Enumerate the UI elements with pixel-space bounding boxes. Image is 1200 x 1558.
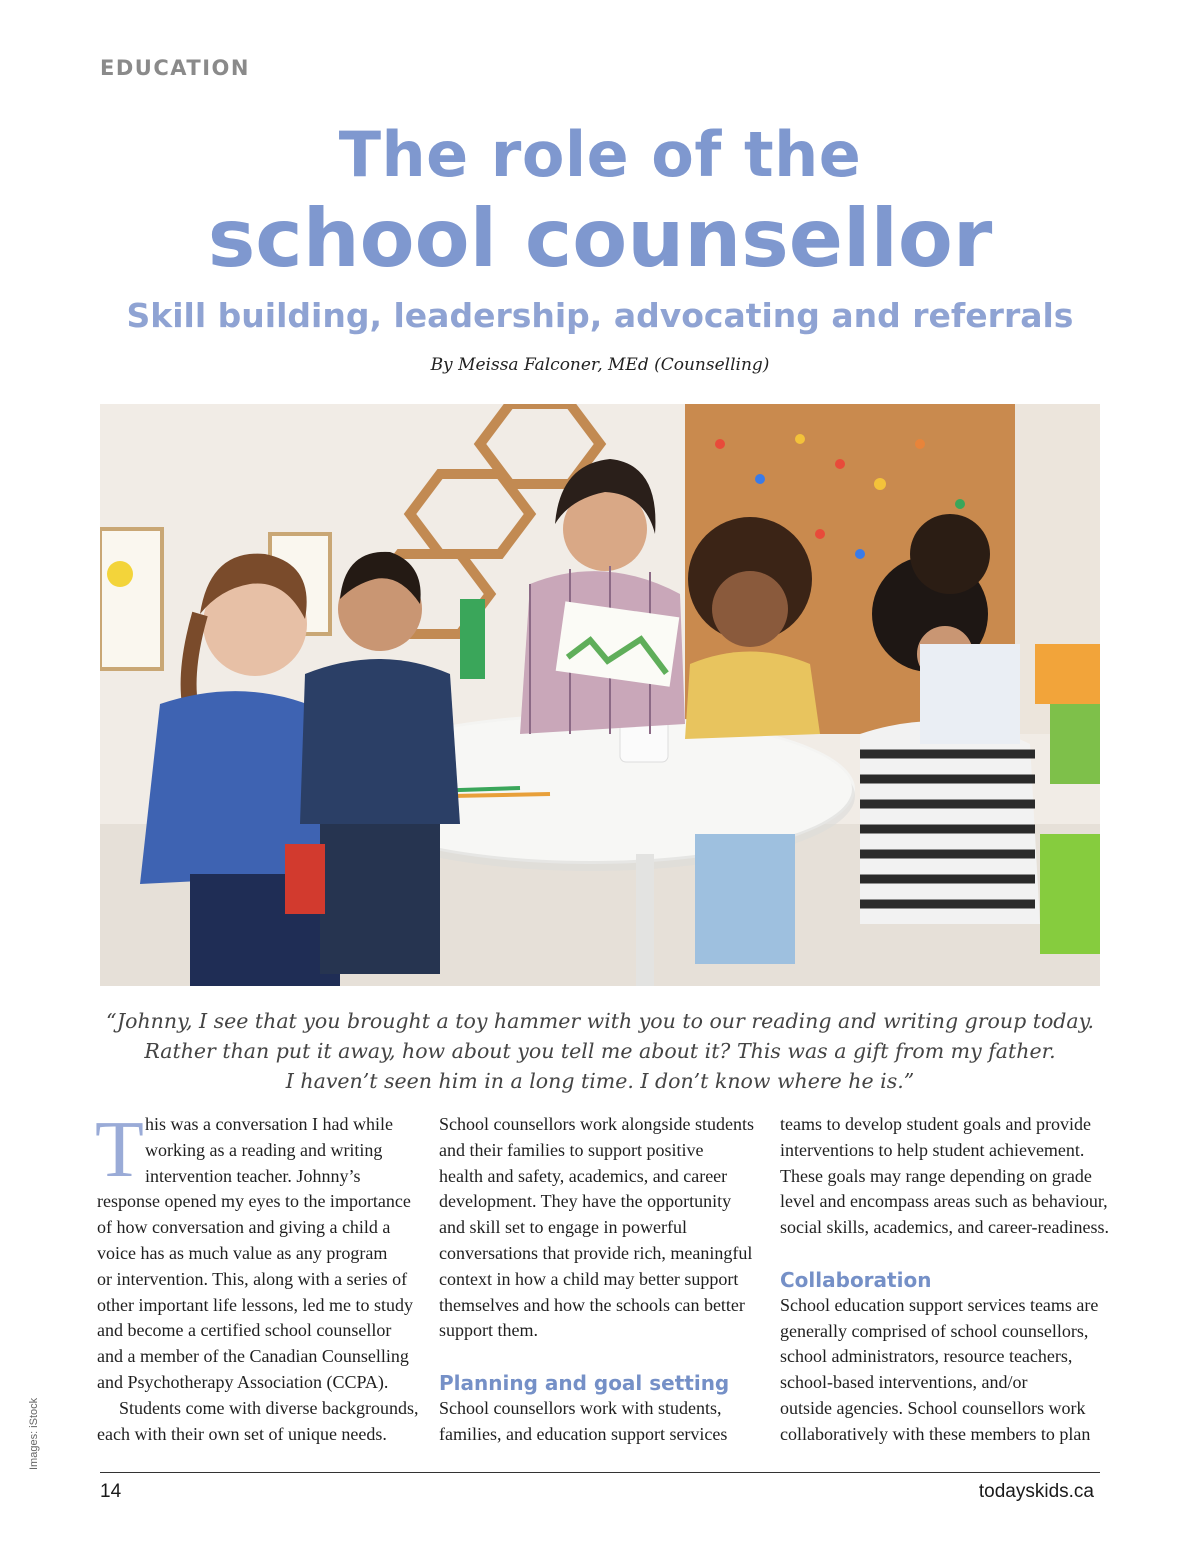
classroom-illustration: [100, 404, 1100, 986]
classroom-photo: [100, 404, 1100, 986]
body-line: each with their own set of unique needs.: [97, 1423, 387, 1444]
headline-line-2: school counsellor: [207, 192, 993, 285]
body-line: conversations that provide rich, meaningful: [439, 1242, 753, 1263]
body-line: of how conversation and giving a child a: [97, 1217, 391, 1238]
quote-line-1: “Johnny, I see that you brought a toy hammer with you to our reading and writing group today.: [105, 1009, 1095, 1033]
body-column-3: [780, 1112, 1109, 1448]
headline-line-1: The role of the: [338, 118, 862, 191]
page-number: 14: [100, 1481, 122, 1502]
body-line: intervention teacher. Johnny’s: [145, 1165, 361, 1186]
paragraph-gap: [780, 1241, 1100, 1267]
subhead-collaboration: Collaboration: [780, 1267, 932, 1292]
drop-cap: T: [95, 1106, 144, 1194]
body-line: School counsellors work alongside students: [439, 1114, 754, 1134]
body-line: voice has as much value as any program: [97, 1242, 388, 1263]
body-line: school administrators, resource teachers,: [780, 1346, 1073, 1367]
body-line: level and encompass areas such as behaviour,: [780, 1191, 1108, 1212]
body-line: response opened my eyes to the importance: [97, 1191, 411, 1212]
body-line: teams to develop student goals and provide: [780, 1114, 1091, 1134]
byline: By Meissa Falconer, MEd (Counselling): [430, 355, 770, 375]
pull-quote: [60, 1006, 1140, 1096]
body-line: families, and education support services: [439, 1423, 728, 1444]
body-line: or intervention. This, along with a series of: [97, 1268, 408, 1289]
quote-line-3: I haven’t seen him in a long time. I don’t know where he is.”: [285, 1069, 915, 1093]
quote-line-2: Rather than put it away, how about you tell me about it? This was a gift from my father.: [144, 1039, 1056, 1063]
body-line: School education support services teams are: [780, 1294, 1099, 1315]
body-line: other important life lessons, led me to study: [97, 1294, 413, 1315]
body-line: These goals may range depending on grade: [780, 1165, 1092, 1186]
body-line: support them.: [439, 1320, 538, 1341]
paragraph-gap: [439, 1344, 759, 1370]
body-line: collaboratively with these members to plan: [780, 1423, 1091, 1444]
body-column-2: [439, 1112, 759, 1448]
body-line: context in how a child may better support: [439, 1268, 739, 1289]
body-line: and skill set to engage in powerful: [439, 1217, 687, 1238]
body-line: and Psychotherapy Association (CCPA).: [97, 1371, 389, 1392]
body-line: interventions to help student achievement.: [780, 1139, 1085, 1160]
site-url: todayskids.ca: [978, 1481, 1094, 1502]
image-credit: Images: iStock: [28, 1397, 40, 1470]
body-line: and become a certified school counsellor: [97, 1320, 392, 1341]
body-line: School counsellors work with students,: [439, 1397, 722, 1418]
body-line: health and safety, academics, and career: [439, 1165, 728, 1186]
body-line: his was a conversation I had while: [145, 1114, 393, 1134]
headline-subtitle: Skill building, leadership, advocating and referrals: [126, 296, 1074, 335]
body-line: outside agencies. School counsellors work: [780, 1397, 1086, 1418]
body-line: working as a reading and writing: [145, 1139, 383, 1160]
body-line: themselves and how the schools can better: [439, 1294, 745, 1315]
body-line: social skills, academics, and career-readiness.: [780, 1217, 1109, 1238]
section-label: EDUCATION: [100, 56, 250, 80]
subhead-planning: Planning and goal setting: [439, 1370, 730, 1395]
body-line: generally comprised of school counsellors,: [780, 1320, 1089, 1341]
body-line: and a member of the Canadian Counselling: [97, 1346, 409, 1367]
body-line: Students come with diverse backgrounds,: [119, 1397, 419, 1418]
body-line: and their families to support positive: [439, 1139, 704, 1160]
body-line: development. They have the opportunity: [439, 1191, 732, 1212]
footer-rule: [100, 1472, 1100, 1473]
body-column-1: [95, 1106, 419, 1447]
body-line: school-based interventions, and/or: [780, 1372, 1028, 1393]
